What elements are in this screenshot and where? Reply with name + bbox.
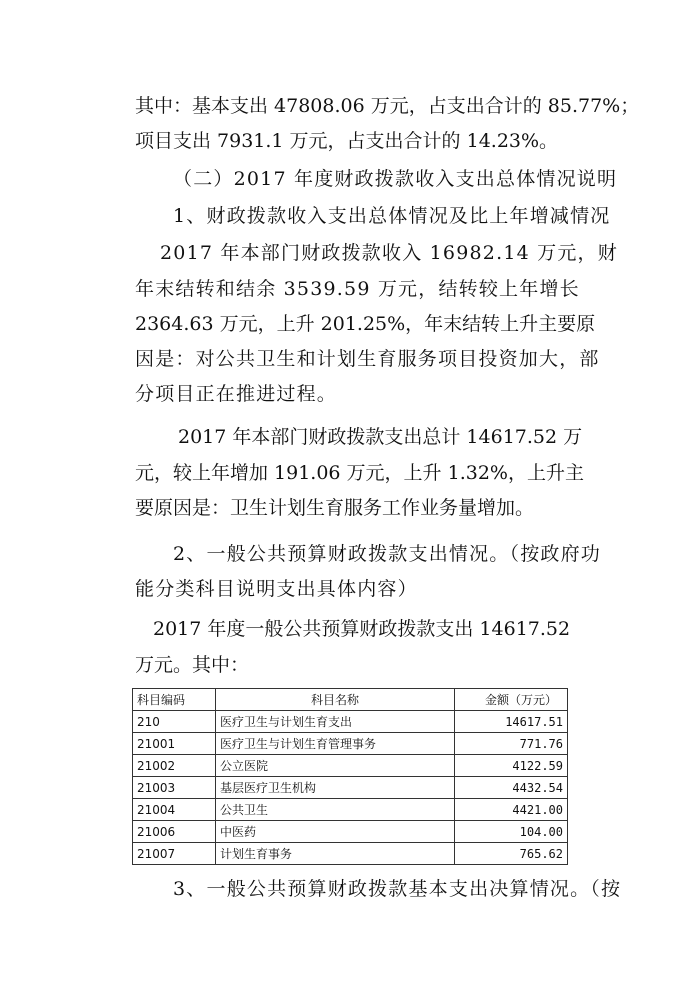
paragraph-line: 年末结转和结余 3539.59 万元，结转较上年增长 (135, 278, 580, 300)
column-header-amount: 金额（万元） (455, 689, 568, 711)
cell-code: 21006 (133, 821, 216, 843)
subsection-heading: 1、财政拨款收入支出总体情况及比上年增减情况 (173, 205, 611, 227)
cell-name: 基层医疗卫生机构 (216, 777, 455, 799)
cell-code: 210 (133, 711, 216, 733)
column-header-name: 科目名称 (216, 689, 455, 711)
cell-amount: 4421.00 (455, 799, 568, 821)
expenditure-table (132, 688, 568, 865)
table-row (133, 777, 568, 799)
table-row (133, 799, 568, 821)
section-heading: （二）2017 年度财政拨款收入支出总体情况说明 (173, 168, 618, 190)
paragraph-line: 其中：基本支出 47808.06 万元，占支出合计的 85.77%； (135, 95, 640, 117)
paragraph-line: 2017 年度一般公共预算财政拨款支出 14617.52 (153, 618, 571, 640)
cell-amount: 4432.54 (455, 777, 568, 799)
paragraph-line: 万元。其中： (135, 654, 250, 676)
cell-name: 公立医院 (216, 755, 455, 777)
cell-amount: 771.76 (455, 733, 568, 755)
subsection-heading: 能分类科目说明支出具体内容） (135, 578, 418, 600)
cell-name: 医疗卫生与计划生育支出 (216, 711, 455, 733)
table-row (133, 821, 568, 843)
cell-amount: 14617.51 (455, 711, 568, 733)
cell-name: 公共卫生 (216, 799, 455, 821)
cell-code: 21001 (133, 733, 216, 755)
column-header-code: 科目编码 (133, 689, 216, 711)
cell-amount: 104.00 (455, 821, 568, 843)
paragraph-line: 2364.63 万元，上升 201.25%，年末结转上升主要原 (135, 313, 596, 335)
paragraph-line: 2017 年本部门财政拨款支出总计 14617.52 万 (178, 426, 583, 448)
table-header-row (133, 689, 568, 711)
paragraph-line: 项目支出 7931.1 万元，占支出合计的 14.23%。 (135, 130, 559, 152)
cell-name: 中医药 (216, 821, 455, 843)
cell-amount: 4122.59 (455, 755, 568, 777)
subsection-heading: 2、一般公共预算财政拨款支出情况。（按政府功 (173, 543, 601, 565)
paragraph-line: 元，较上年增加 191.06 万元，上升 1.32%，上升主 (135, 462, 584, 484)
paragraph-line: 要原因是：卫生计划生育服务工作业务量增加。 (135, 497, 535, 519)
cell-code: 21007 (133, 843, 216, 865)
cell-code: 21004 (133, 799, 216, 821)
subsection-heading: 3、一般公共预算财政拨款基本支出决算情况。（按 (173, 878, 622, 900)
cell-code: 21002 (133, 755, 216, 777)
table-row (133, 843, 568, 865)
table-row (133, 733, 568, 755)
table-row (133, 711, 568, 733)
paragraph-line: 2017 年本部门财政拨款收入 16982.14 万元，财 (160, 242, 618, 264)
cell-name: 医疗卫生与计划生育管理事务 (216, 733, 455, 755)
cell-name: 计划生育事务 (216, 843, 455, 865)
cell-code: 21003 (133, 777, 216, 799)
paragraph-line: 分项目正在推进过程。 (135, 383, 338, 405)
paragraph-line: 因是：对公共卫生和计划生育服务项目投资加大，部 (135, 348, 600, 370)
table-row (133, 755, 568, 777)
cell-amount: 765.62 (455, 843, 568, 865)
